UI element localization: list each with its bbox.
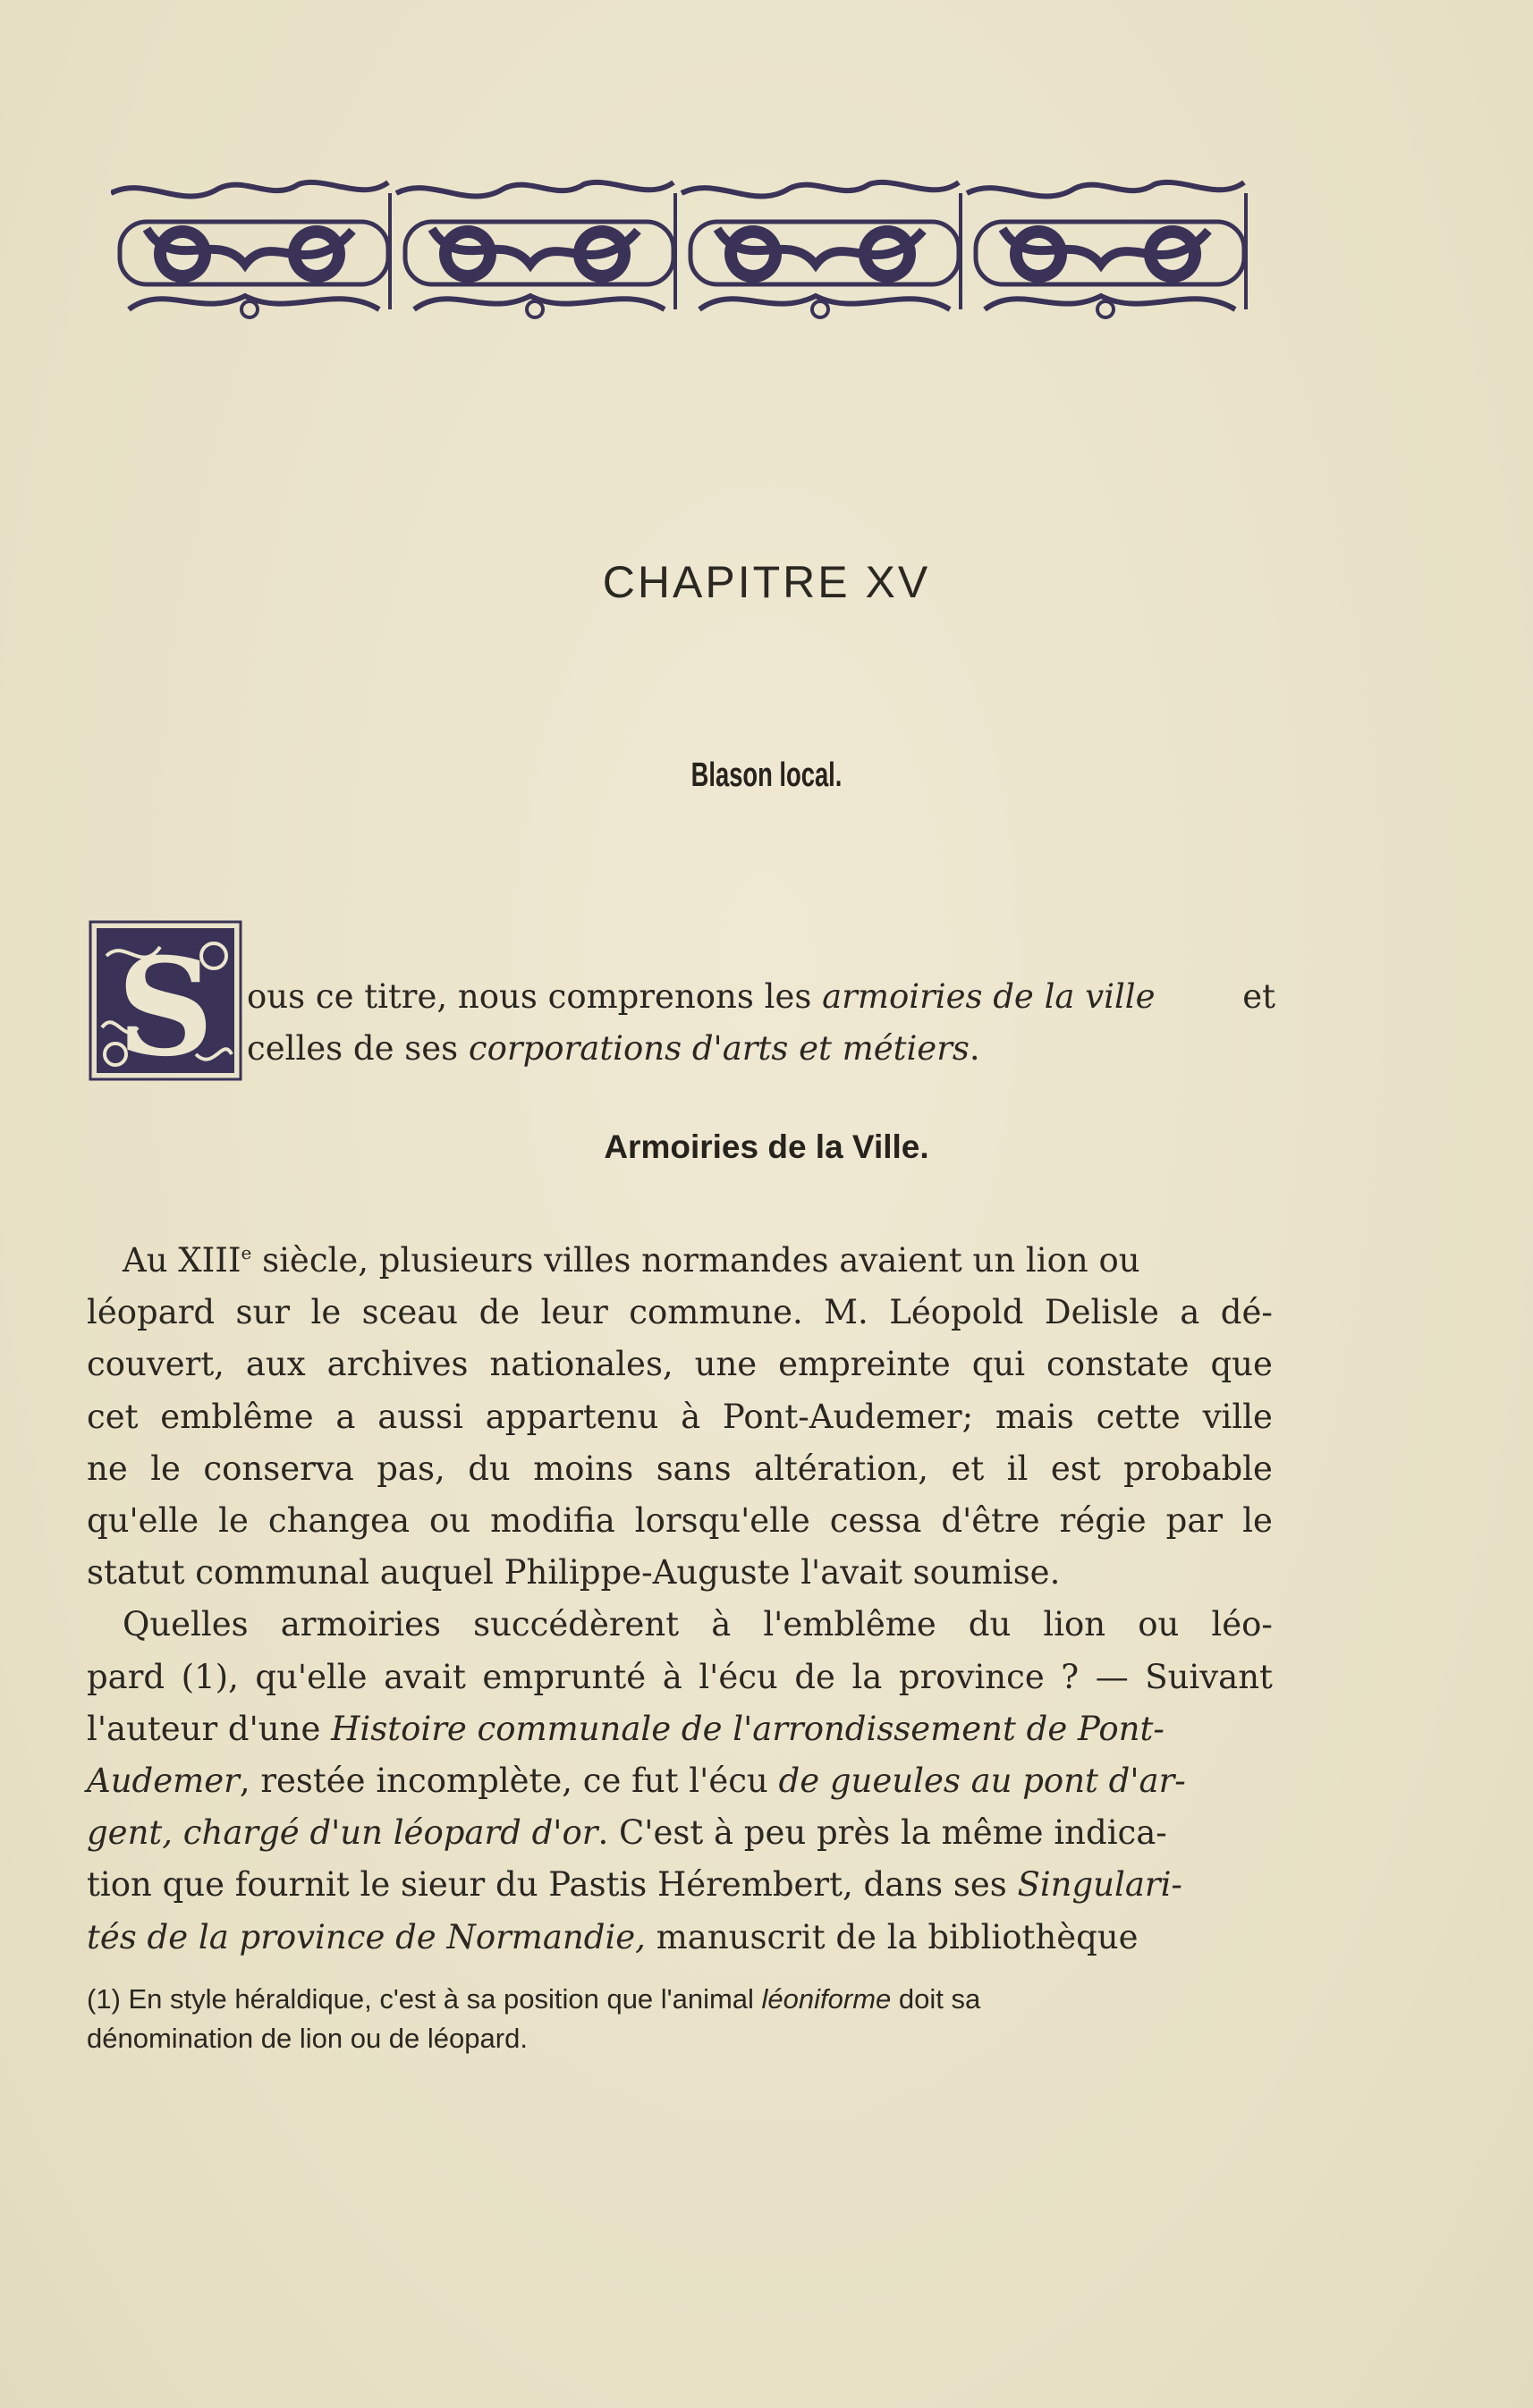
body-line: ne le conserva pas, du moins sans altération, et il est probable — [87, 1449, 1273, 1488]
body-line: l'auteur d'une Histoire communale de l'arrondissement de Pont- — [87, 1709, 1165, 1748]
intro-paragraph — [247, 971, 1275, 1075]
section-title: Blason local. — [690, 756, 843, 794]
body-line: qu'elle le changea ou modifia lorsqu'elle cessa d'être régie par le — [87, 1501, 1273, 1541]
body-line: pard (1), qu'elle avait emprunté à l'écu de la province ? — Suivant — [87, 1657, 1273, 1696]
body-text — [87, 1227, 1273, 1964]
svg-text:S: S — [116, 929, 215, 1081]
body-line: statut communal auquel Philippe-Auguste l'avait soumise. — [87, 1553, 1061, 1593]
footnote-line-1: (1) En style héraldique, c'est à sa position que l'animal léoniforme doit sa — [87, 1983, 981, 2015]
intro-line-2: celles de ses corporations d'arts et métiers. — [247, 1029, 980, 1068]
footnote-line-2: dénomination de lion ou de léopard. — [87, 2023, 528, 2054]
ornamental-dropcap-s — [89, 920, 242, 1081]
footnote — [87, 1980, 1273, 2058]
subheading: Armoiries de la Ville. — [604, 1128, 929, 1165]
body-line: léopard sur le sceau de leur commune. M. Léopold Delisle a dé- — [87, 1293, 1273, 1332]
ornamental-header-band — [111, 175, 1252, 327]
body-line: gent, chargé d'un léopard d'or. C'est à peu près la même indica- — [87, 1813, 1167, 1853]
body-line: Quelles armoiries succédèrent à l'emblême du lion ou léo- — [123, 1605, 1273, 1644]
body-line: Audemer, restée incomplète, ce fut l'écu de gueules au pont d'ar- — [87, 1762, 1186, 1801]
body-line: cet emblême a aussi appartenu à Pont-Audemer; mais cette ville — [87, 1397, 1273, 1436]
intro-line-1: ous ce titre, nous comprenons les armoiries de la ville et — [247, 977, 1275, 1016]
body-line: tés de la province de Normandie, manuscrit de la bibliothèque — [87, 1917, 1139, 1956]
body-line: Au XIIIe siècle, plusieurs villes normandes avaient un lion ou — [123, 1241, 1140, 1280]
body-line: tion que fournit le sieur du Pastis Hérembert, dans ses Singulari- — [87, 1865, 1182, 1905]
body-line: couvert, aux archives nationales, une empreinte qui constate que — [87, 1345, 1273, 1384]
chapter-title: CHAPITRE XV — [602, 557, 931, 607]
